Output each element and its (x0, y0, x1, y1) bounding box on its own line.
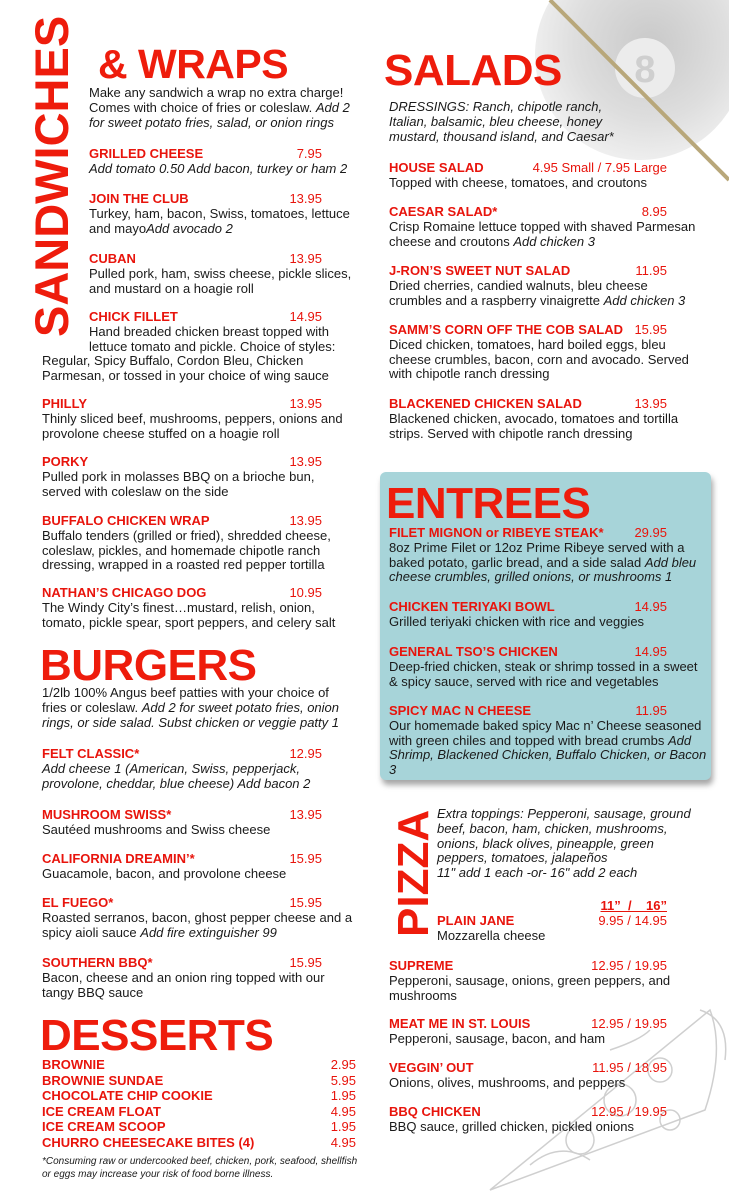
item-name: ICE CREAM SCOOP (42, 1119, 166, 1134)
intro-add-text: Add 2 for sweet potato fries, onion rings, or side salad. Subst chicken or veggie patty 1 (42, 699, 340, 730)
item-name: J-RON’S SWEET NUT SALAD (389, 263, 571, 278)
desc-text: 8oz Prime Filet or 12oz Prime Ribeye served with a baked potato, garlic bread, and a side salad (389, 539, 685, 570)
desc-text: The Windy City’s finest…mustard, relish, onion, tomato, pickle spear, sport peppers, and celery salt (42, 599, 336, 630)
menu-item (42, 455, 354, 499)
desc-text: Guacamole, bacon, and provolone cheese (42, 865, 287, 881)
menu-item (42, 852, 354, 882)
menu-item (389, 645, 707, 689)
item-name: GENERAL TSO’S CHICKEN (389, 644, 558, 659)
desc-text: Turkey, ham, bacon, Swiss, tomatoes, lettuce and mayo (89, 205, 350, 236)
menu-item (42, 397, 354, 441)
desc-text: Thinly sliced beef, mushrooms, peppers, onions and provolone cheese stuffed on a hoagie roll (42, 410, 343, 441)
dessert-item (42, 1057, 356, 1073)
disclaimer: *Consuming raw or undercooked beef, chicken, pork, seafood, shellfish or eggs may increase your risk of food borne illness. (42, 1156, 358, 1180)
menu-item (389, 704, 707, 778)
pizza-size-header: 11” / 16” (600, 898, 667, 913)
item-name: VEGGIN’ OUT (389, 1060, 474, 1075)
item-name: BUFFALO CHICKEN WRAP (42, 513, 210, 528)
add-on-text: Add bleu cheese crumbles, grilled onions, or mushrooms 1 (389, 554, 697, 585)
item-name: NATHAN’S CHICAGO DOG (42, 585, 207, 600)
menu-item (389, 161, 704, 191)
pizza-vertical-title: PIZZA (389, 809, 438, 937)
item-description (389, 719, 707, 778)
item-name: CAESAR SALAD* (389, 204, 498, 219)
menu-item (389, 397, 704, 441)
dessert-item (42, 1119, 356, 1135)
item-price: 15.95 (289, 955, 322, 970)
add-on-text: Add chicken 3 (513, 233, 595, 249)
desc-text: Grilled teriyaki chicken with rice and veggies (389, 613, 645, 629)
item-name: SPICY MAC N CHEESE (389, 703, 532, 718)
item-price: 11.95 (635, 263, 667, 278)
item-description (389, 541, 707, 585)
item-description (89, 207, 357, 237)
item-price: 4.95 Small / 7.95 Large (532, 160, 667, 175)
menu-item (389, 1061, 707, 1091)
dessert-item (42, 1088, 356, 1104)
menu-item (89, 192, 357, 236)
item-name: CHICK FILLET (89, 309, 178, 324)
item-price: 13.95 (634, 396, 667, 411)
item-description (42, 470, 354, 500)
item-name: PORKY (42, 454, 89, 469)
item-price: 5.95 (330, 1072, 356, 1088)
item-name: PHILLY (42, 396, 88, 411)
add-on-text: Add cheese 1 (American, Swiss, pepperjack, provolone, cheddar, blue cheese) Add bacon 2 (42, 760, 311, 791)
item-description (89, 267, 357, 297)
desc-text: Hand breaded chicken breast topped with lettuce tomato and pickle. Choice of styles: (89, 323, 336, 354)
item-description (42, 823, 354, 838)
desc-text: Pulled pork, ham, swiss cheese, pickle slices, and mustard on a hoagie roll (89, 265, 352, 296)
item-description (42, 911, 354, 941)
toppings-price: 11" add 1 each -or- 16" add 2 each (437, 865, 638, 881)
item-name: SOUTHERN BBQ* (42, 955, 153, 970)
item-price: 14.95 (634, 644, 667, 659)
menu-item (389, 264, 704, 308)
item-name: PLAIN JANE (437, 913, 515, 928)
item-name: FELT CLASSIC* (42, 746, 140, 761)
item-description (437, 929, 707, 944)
menu-item (389, 1017, 707, 1047)
item-price: 8.95 (641, 204, 667, 219)
desc-text: Mozzarella cheese (437, 927, 546, 943)
add-on-text: Add fire extinguisher 99 (140, 924, 277, 940)
item-name: SAMM’S CORN OFF THE COB SALAD (389, 322, 623, 337)
item-price: 13.95 (289, 807, 322, 822)
menu-item (42, 808, 354, 838)
desc-text: Dried cherries, candied walnuts, bleu cheese crumbles and a raspberry vinaigrette (389, 277, 648, 308)
item-description (389, 176, 704, 191)
item-name: BROWNIE (42, 1057, 105, 1072)
menu-item (89, 252, 357, 296)
item-price: 12.95 (289, 746, 322, 761)
desc-text: Diced chicken, tomatoes, hard boiled eggs, bleu cheese crumbles, bacon, corn and avocado. Served with chipotle ranch dressing (389, 336, 689, 382)
item-description (42, 601, 354, 631)
toppings-text: Extra toppings: Pepperoni, sausage, ground beef, bacon, ham, chicken, mushrooms, onions, black olives, pineapple, green peppers, tomatoes, jalapeños (437, 806, 691, 866)
desc-text: Buffalo tenders (grilled or fried), shredded cheese, coleslaw, pickles, and homemade chipotle ranch dressing, wrapped in a roasted red pepper tortilla (42, 527, 331, 573)
item-description (389, 279, 704, 309)
sandwiches-vertical-title: SANDWICHES (25, 15, 78, 337)
item-name: CUBAN (89, 251, 136, 266)
item-name: BLACKENED CHICKEN SALAD (389, 396, 582, 411)
intro-text: 1/2lb 100% Angus beef patties with your choice of fries or coleslaw. (42, 685, 329, 715)
desc-text: Pulled pork in molasses BBQ on a brioche bun, served with coleslaw on the side (42, 468, 315, 499)
desc-text: Onions, olives, mushrooms, and peppers (389, 1074, 626, 1090)
menu-item (389, 526, 707, 585)
item-price: 29.95 (634, 525, 667, 540)
item-price: 14.95 (289, 309, 322, 324)
desc-text: BBQ sauce, grilled chicken, pickled onions (389, 1118, 634, 1134)
pizza-toppings (437, 807, 705, 881)
item-name: BROWNIE SUNDAE (42, 1072, 164, 1088)
item-price: 1.95 (330, 1088, 356, 1103)
sandwiches-title: & WRAPS (98, 41, 289, 87)
item-description (389, 1076, 707, 1091)
add-on-text: Add tomato 0.50 Add bacon, turkey or ham 2 (89, 160, 348, 176)
item-description (42, 971, 354, 1001)
item-price: 4.95 (330, 1103, 356, 1119)
desc-text: Our homemade baked spicy Mac n’ Cheese seasoned with green chiles and topped with bread crumbs (389, 717, 702, 748)
item-name: ICE CREAM FLOAT (42, 1103, 161, 1119)
salad-dressings: DRESSINGS: Ranch, chipotle ranch, Italian, balsamic, bleu cheese, honey mustard, thousand island, and Caesar* (389, 99, 614, 144)
item-description (389, 220, 704, 250)
desc-text: Crisp Romaine lettuce topped with shaved Parmesan cheese and croutons (389, 218, 696, 249)
item-description (89, 162, 357, 177)
item-description (42, 412, 354, 442)
item-name: CALIFORNIA DREAMIN’* (42, 851, 195, 866)
item-description (389, 1032, 707, 1047)
desc-text: Deep-fried chicken, steak or shrimp tossed in a sweet & spicy sauce, served with rice and vegetables (389, 658, 698, 689)
item-price: 13.95 (289, 513, 322, 528)
desc-text: Roasted serranos, bacon, ghost pepper cheese and a spicy aioli sauce (42, 909, 353, 940)
menu-item (89, 147, 357, 177)
item-price: 13.95 (289, 454, 322, 469)
item-price: 13.95 (289, 396, 322, 411)
entrees-title: ENTREES (386, 479, 591, 528)
menu-item (42, 896, 354, 940)
desc-text: Sautéed mushrooms and Swiss cheese (42, 821, 271, 837)
item-name: BBQ CHICKEN (389, 1104, 481, 1119)
desc-text: Topped with cheese, tomatoes, and croutons (389, 174, 647, 190)
item-price: 15.95 (634, 322, 667, 337)
menu-item (42, 586, 354, 630)
intro-add-text: Add 2 for sweet potato fries, salad, or onion rings (89, 99, 350, 130)
svg-text:8: 8 (634, 49, 656, 91)
menu-item (42, 309, 357, 384)
item-name: EL FUEGO* (42, 895, 114, 910)
add-on-text: Add avocado 2 (146, 220, 233, 236)
desc-text: Pepperoni, sausage, bacon, and ham (389, 1030, 606, 1046)
menu-item (389, 205, 704, 249)
item-price: 13.95 (289, 251, 322, 266)
item-name: FILET MIGNON or RIBEYE STEAK* (389, 525, 604, 540)
menu-item (389, 600, 707, 630)
item-description (389, 338, 704, 382)
desc-text: Pepperoni, sausage, onions, green peppers, and mushrooms (389, 972, 671, 1003)
menu-item (389, 1105, 707, 1135)
desc-text: Bacon, cheese and an onion ring topped with our tangy BBQ sauce (42, 969, 325, 1000)
dessert-item (42, 1135, 356, 1151)
item-description-cont: Regular, Spicy Buffalo, Cordon Bleu, Chicken Parmesan, or tossed in your choice of wing sauce (42, 353, 329, 384)
burgers-intro (42, 686, 347, 730)
item-price: 12.95 / 19.95 (591, 1016, 667, 1031)
add-on-text: Add chicken 3 (603, 292, 686, 308)
item-name: MEAT ME IN ST. LOUIS (389, 1016, 531, 1031)
item-price: 12.95 / 19.95 (591, 1104, 667, 1119)
item-price: 1.95 (330, 1119, 356, 1134)
item-description (89, 325, 357, 355)
item-description (389, 974, 707, 1004)
menu-item (437, 914, 707, 944)
item-description (389, 615, 707, 630)
desserts-title: DESSERTS (40, 1011, 274, 1060)
item-name: JOIN THE CLUB (89, 191, 189, 206)
item-price: 15.95 (289, 895, 322, 910)
dessert-item (42, 1104, 356, 1120)
menu-item (42, 514, 354, 573)
item-price: 11.95 / 18.95 (592, 1060, 667, 1075)
item-description (42, 529, 354, 573)
item-price: 14.95 (634, 599, 667, 614)
menu-item (42, 956, 354, 1000)
sandwiches-intro (89, 86, 357, 130)
item-name: CHOCOLATE CHIP COOKIE (42, 1088, 213, 1103)
item-price: 12.95 / 19.95 (591, 958, 667, 973)
salads-title: SALADS (384, 46, 562, 95)
dessert-item (42, 1073, 356, 1089)
item-name: GRILLED CHEESE (89, 146, 204, 161)
item-description (389, 660, 707, 690)
item-description (389, 1120, 707, 1135)
item-price: 7.95 (296, 146, 322, 161)
intro-text: Make any sandwich a wrap no extra charge! Comes with choice of fries or coleslaw. (89, 85, 344, 115)
item-description (389, 412, 704, 442)
menu-item (389, 959, 707, 1003)
item-name: HOUSE SALAD (389, 160, 484, 175)
item-description (42, 867, 354, 882)
add-on-text: Add Shrimp, Blackened Chicken, Buffalo Chicken, or Bacon 3 (389, 732, 707, 778)
menu-item (42, 747, 354, 791)
item-price: 2.95 (330, 1057, 356, 1072)
burgers-title: BURGERS (40, 641, 257, 690)
item-price: 4.95 (330, 1134, 356, 1150)
item-description (42, 762, 354, 792)
item-name: SUPREME (389, 958, 454, 973)
item-name: MUSHROOM SWISS* (42, 807, 172, 822)
item-price: 9.95 / 14.95 (598, 913, 667, 928)
item-price: 11.95 (635, 703, 667, 718)
menu-item (389, 323, 704, 382)
desc-text: Blackened chicken, avocado, tomatoes and tortilla strips. Served with chipotle ranch dressing (389, 410, 679, 441)
item-price: 10.95 (289, 585, 322, 600)
item-price: 13.95 (289, 191, 322, 206)
item-name: CHURRO CHEESECAKE BITES (4) (42, 1134, 255, 1150)
item-name: CHICKEN TERIYAKI BOWL (389, 599, 555, 614)
item-price: 15.95 (289, 851, 322, 866)
